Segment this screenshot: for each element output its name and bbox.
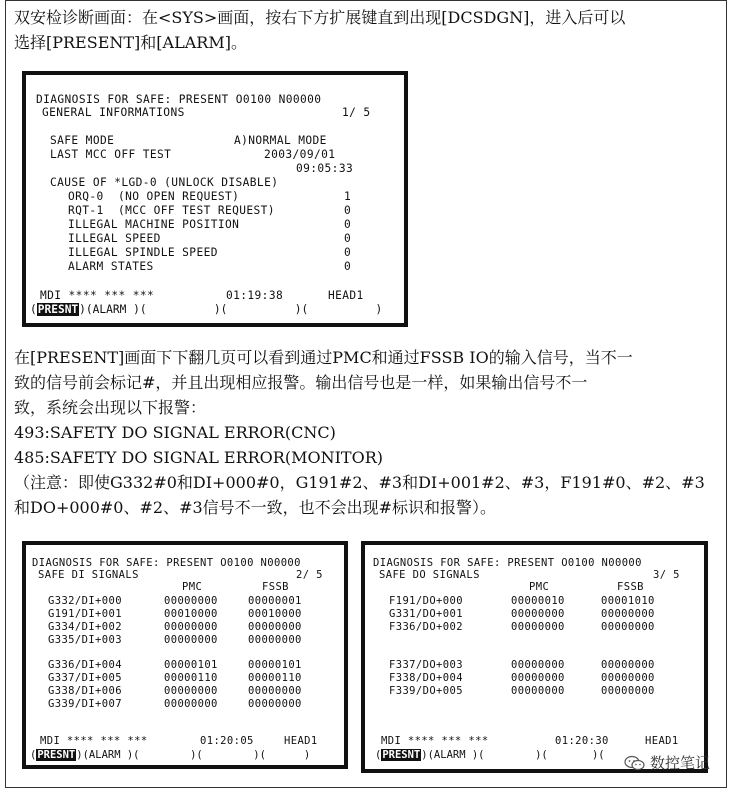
cnc-screen-safe-di: [22, 541, 348, 769]
pmc-value: 00000000: [164, 595, 218, 607]
signal-name: G331/DO+001: [389, 608, 463, 620]
page-indicator: 2/ 5: [296, 569, 323, 581]
page-indicator: 1/ 5: [342, 106, 371, 119]
fssb-value: 00000001: [248, 595, 302, 607]
row-label: ALARM STATES: [68, 260, 154, 273]
pmc-value: 00000110: [164, 672, 218, 684]
row-value: 0: [344, 232, 352, 245]
alarm-485: 485:SAFETY DO SIGNAL ERROR(MONITOR): [14, 448, 383, 467]
status-time: 01:20:30: [555, 735, 609, 747]
signal-name: F338/DO+004: [389, 672, 463, 684]
signal-name: G338/DI+006: [48, 685, 122, 697]
fssb-value: 00010000: [248, 608, 302, 620]
signal-name: F339/DO+005: [389, 685, 463, 697]
intro-paragraph: [14, 5, 720, 55]
pmc-value: 00000000: [164, 634, 218, 646]
row-label: ILLEGAL SPEED: [68, 232, 161, 245]
signal-name: G335/DI+003: [48, 634, 122, 646]
col-header-pmc: PMC: [182, 581, 203, 593]
pmc-value: 00000000: [164, 621, 218, 633]
fssb-value: 00000000: [248, 634, 302, 646]
pmc-value: 00000101: [164, 659, 218, 671]
screen-subtitle: SAFE DI SIGNALS: [38, 569, 139, 581]
row-label: ILLEGAL MACHINE POSITION: [68, 218, 240, 231]
signal-name: G336/DI+004: [48, 659, 122, 671]
row-value: 09:05:33: [296, 162, 354, 175]
fssb-value: 00000000: [248, 698, 302, 710]
softkey-presnt[interactable]: PRESNT: [37, 303, 79, 316]
softkey-alarm[interactable]: ALARM: [433, 749, 466, 761]
pmc-value: 00000000: [511, 608, 565, 620]
softkey-bar: (PRESNT)(ALARM )( )( )( ): [30, 749, 311, 761]
row-value: 2003/09/01: [264, 148, 336, 161]
wechat-icon: [624, 755, 646, 771]
pmc-value: 00000000: [164, 698, 218, 710]
document-frame: [5, 0, 727, 788]
status-time: 01:20:05: [200, 735, 254, 747]
alarm-493: 493:SAFETY DO SIGNAL ERROR(CNC): [14, 423, 336, 442]
page-indicator: 3/ 5: [653, 569, 680, 581]
fssb-value: 00000110: [248, 672, 302, 684]
screen-subtitle: SAFE DO SIGNALS: [379, 569, 480, 581]
fssb-value: 00000101: [248, 659, 302, 671]
cnc-screen-safe-do: [361, 541, 708, 773]
screen-header: DIAGNOSIS FOR SAFE: PRESENT O0100 N00000: [36, 93, 322, 106]
para-line-1: 在[PRESENT]画面下下翻几页可以看到通过PMC和通过FSSB IO的输入信号，当不一: [14, 348, 633, 367]
pmc-value: 00000000: [511, 672, 565, 684]
pmc-value: 00010000: [164, 608, 218, 620]
softkey-presnt[interactable]: PRESNT: [37, 749, 76, 761]
softkey-alarm[interactable]: ALARM: [92, 303, 127, 316]
fssb-value: 00000000: [601, 659, 655, 671]
softkey-bar: (PRESNT)(ALARM )( )( )( ): [30, 303, 383, 316]
status-head: HEAD1: [645, 735, 679, 747]
softkey-alarm[interactable]: ALARM: [88, 749, 121, 761]
fssb-value: 00000000: [601, 685, 655, 697]
signal-name: G191/DI+001: [48, 608, 122, 620]
pmc-value: 00000010: [511, 595, 565, 607]
row-value: 0: [344, 260, 352, 273]
status-head: HEAD1: [284, 735, 318, 747]
col-header-fssb: FSSB: [262, 581, 289, 593]
fssb-value: 00000000: [601, 608, 655, 620]
row-value: 0: [344, 204, 352, 217]
note-line-2: 和DO+000#0、#2、#3信号不一致，也不会出现#标识和报警）。: [14, 498, 497, 517]
softkey-bar: (PRESNT)(ALARM )( )( )(: [375, 749, 605, 761]
pmc-value: 00000000: [511, 685, 565, 697]
signal-name: G339/DI+007: [48, 698, 122, 710]
pmc-value: 00000000: [511, 659, 565, 671]
signal-name: G337/DI+005: [48, 672, 122, 684]
fssb-value: 00000000: [601, 621, 655, 633]
col-header-pmc: PMC: [529, 581, 550, 593]
explanation-paragraph: [14, 345, 720, 520]
col-header-fssb: FSSB: [617, 581, 644, 593]
watermark: [624, 752, 710, 773]
status-mode: MDI **** *** ***: [381, 735, 489, 747]
row-value: 1: [344, 190, 352, 203]
screen-subtitle: GENERAL INFORMATIONS: [42, 106, 185, 119]
signal-name: F191/DO+000: [389, 595, 463, 607]
status-head: HEAD1: [328, 289, 364, 302]
row-label: CAUSE OF *LGD-0 (UNLOCK DISABLE): [50, 176, 279, 189]
watermark-text: 数控笔记: [649, 754, 710, 772]
pmc-value: 00000000: [511, 621, 565, 633]
status-mode: MDI **** *** ***: [40, 735, 148, 747]
row-label: ILLEGAL SPINDLE SPEED: [68, 246, 218, 259]
note-line-1: （注意：即使G332#0和DI+000#0，G191#2、#3和DI+001#2、#3，F191#0、#2、#3: [14, 473, 705, 492]
fssb-value: 00000000: [248, 685, 302, 697]
pmc-value: 00000000: [164, 685, 218, 697]
cnc-screen-general: [22, 71, 408, 327]
signal-name: F337/DO+003: [389, 659, 463, 671]
fssb-value: 00000000: [248, 621, 302, 633]
signal-name: G334/DI+002: [48, 621, 122, 633]
row-value: 0: [344, 218, 352, 231]
intro-line-1: 双安检诊断画面：在<SYS>画面，按右下方扩展键直到出现[DCSDGN]，进入后可以: [14, 8, 626, 27]
softkey-presnt[interactable]: PRESNT: [382, 749, 421, 761]
row-label: SAFE MODE: [50, 134, 115, 147]
row-value: A)NORMAL MODE: [234, 134, 327, 147]
status-mode: MDI **** *** ***: [40, 289, 155, 302]
signal-name: F336/DO+002: [389, 621, 463, 633]
row-label: ORQ-0 (NO OPEN REQUEST): [68, 190, 240, 203]
para-line-2: 致的信号前会标记#，并且出现相应报警。输出信号也是一样，如果输出信号不一: [14, 373, 588, 392]
fssb-value: 00000000: [601, 672, 655, 684]
row-label: RQT-1 (MCC OFF TEST REQUEST): [68, 204, 275, 217]
signal-name: G332/DI+000: [48, 595, 122, 607]
row-value: 0: [344, 246, 352, 259]
row-label: LAST MCC OFF TEST: [50, 148, 172, 161]
status-time: 01:19:38: [226, 289, 284, 302]
fssb-value: 00001010: [601, 595, 655, 607]
para-line-3: 致，系统会出现以下报警：: [14, 398, 207, 417]
screen-header: DIAGNOSIS FOR SAFE: PRESENT O0100 N00000: [373, 557, 642, 569]
intro-line-2: 选择[PRESENT]和[ALARM]。: [14, 33, 247, 52]
screen-header: DIAGNOSIS FOR SAFE: PRESENT O0100 N00000: [32, 557, 301, 569]
